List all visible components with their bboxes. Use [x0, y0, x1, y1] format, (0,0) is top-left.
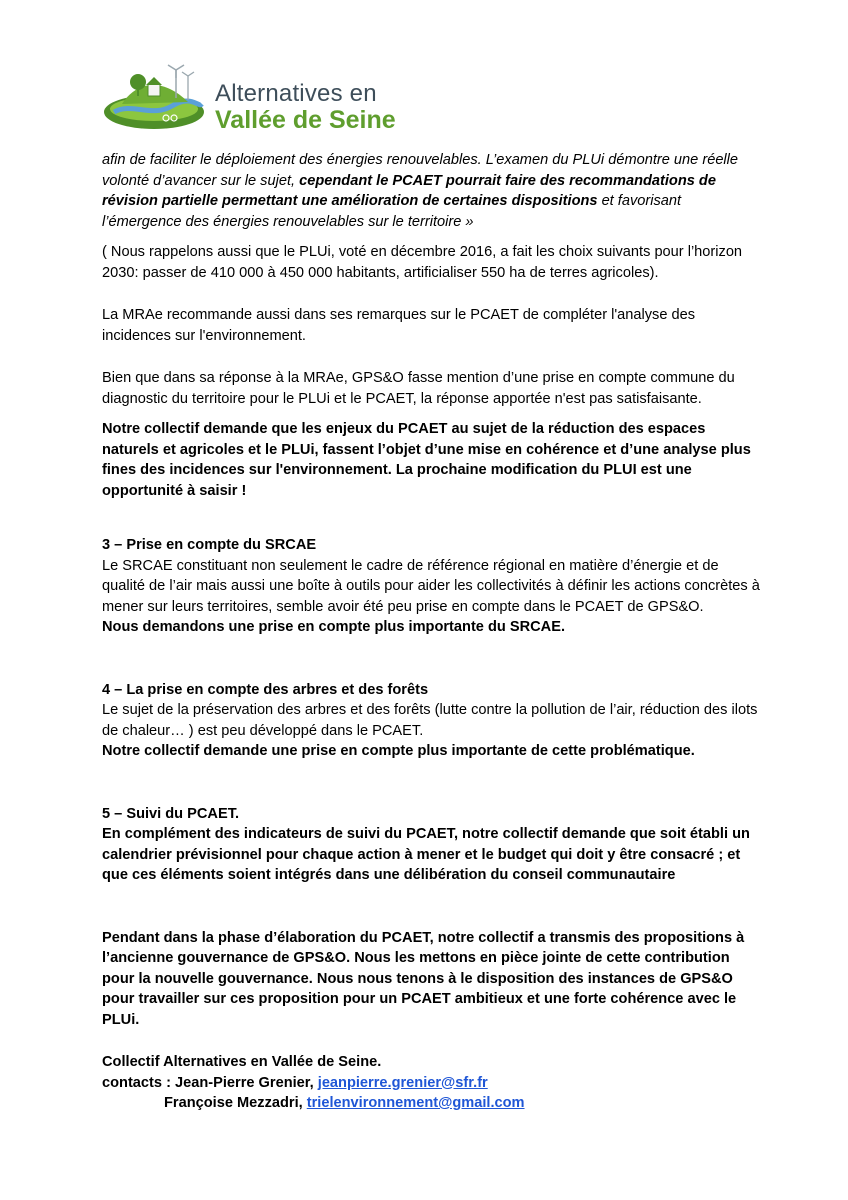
- section-demand-arbres: Notre collectif demande une prise en compte plus importante de cette problématique.: [102, 743, 695, 759]
- closing-paragraph: Pendant dans la phase d’élaboration du PCAET, notre collectif a transmis des propositions à l’ancienne gouvernance de GPS&O. Nous les mettons en pièce jointe de cette contribution pour la nouvelle gouvernance. Nous nous tenons à le disposition des instances de GPS&O pour travailler sur ces proposition pour un PCAET ambitieux et une forte cohérence avec le PLUi.: [102, 929, 745, 1028]
- intro-part1: afin de faciliter le déploiement des énergies renouvelables. L’examen du PLUi démontre une réelle volonté d’avancer sur le sujet,: [102, 152, 739, 189]
- intro-part3: et favorisant l’émergence des énergies renouvelables sur le territoire »: [102, 193, 682, 230]
- logo-title-line1: Alternatives en: [215, 80, 377, 107]
- contact2-name: Françoise Mezzadri,: [164, 1095, 307, 1111]
- email-link-mezzadri[interactable]: trielenvironnement@gmail.com: [306, 1095, 525, 1111]
- section-body-srcae: Le SRCAE constituant non seulement le cadre de référence régional en matière d’énergie et de qualité de l’air mais aussi une boîte à outils pour aider les collectivités à définir les actions concrètes à mener sur leurs territoires, semble avoir été peu prise en compte dans le PCAET de GPS&O.: [102, 557, 760, 615]
- section-heading-arbres: 4 – La prise en compte des arbres et des forêts: [102, 681, 429, 698]
- paragraph-plui-rappel: ( Nous rappelons aussi que le PLUi, voté en décembre 2016, a fait les choix suivants pour l’horizon 2030: passer de 410 000 à 450 000 habitants, artificialiser 550 ha de terres agricoles).: [102, 244, 743, 281]
- section-body-arbres: Le sujet de la préservation des arbres et des forêts (lutte contre la pollution de l’air, réduction des ilots de chaleur… ) est peu développé dans le PCAET.: [102, 702, 758, 739]
- section-heading-suivi: 5 – Suivi du PCAET.: [102, 805, 240, 822]
- logo: [102, 62, 402, 134]
- signature-contact-1: [102, 1073, 762, 1094]
- signature-collectif: Collectif Alternatives en Vallée de Seine.: [102, 1054, 382, 1070]
- document-body: [102, 150, 762, 1114]
- paragraph-demande-coherence: Notre collectif demande que les enjeux du PCAET au sujet de la réduction des espaces naturels et agricoles et le PLUi, fassent l’objet d’une mise en cohérence et d’une analyse plus fines des incidences sur l'environnement. La prochaine modification du PLUI est une opportunité à saisir !: [102, 421, 751, 499]
- email-link-grenier[interactable]: jeanpierre.grenier@sfr.fr: [317, 1074, 488, 1091]
- section-body-suivi: En complément des indicateurs de suivi du PCAET, notre collectif demande que soit établi un calendrier prévisionnel pour chaque action à mener et le budget qui doit y être consacré ; et que ces éléments soient intégrés dans une délibération du conseil communautaire: [102, 826, 750, 883]
- intro-quote: [102, 150, 762, 232]
- section-heading-srcae: 3 – Prise en compte du SRCAE: [102, 537, 317, 553]
- intro-part2: cependant le PCAET pourrait faire des recommandations de révision partielle permettant une amélioration de certaines dispositions: [102, 172, 716, 209]
- section-demand-srcae: Nous demandons une prise en compte plus importante du SRCAE.: [102, 619, 566, 635]
- landscape-logo-icon: [102, 62, 214, 134]
- paragraph-reponse-gpso: Bien que dans sa réponse à la MRAe, GPS&O fasse mention d’une prise en compte commune du diagnostic du territoire pour le PLUi et le PCAET, la réponse apportée n'est pas satisfaisante.: [102, 370, 735, 407]
- paragraph-mrae: La MRAe recommande aussi dans ses remarques sur le PCAET de compléter l'analyse des incidences sur l'environnement.: [102, 307, 696, 344]
- logo-title-line2: Vallée de Seine: [215, 106, 396, 134]
- signature-contact-2: [102, 1093, 762, 1114]
- contacts-label: contacts : Jean-Pierre Grenier,: [102, 1074, 318, 1091]
